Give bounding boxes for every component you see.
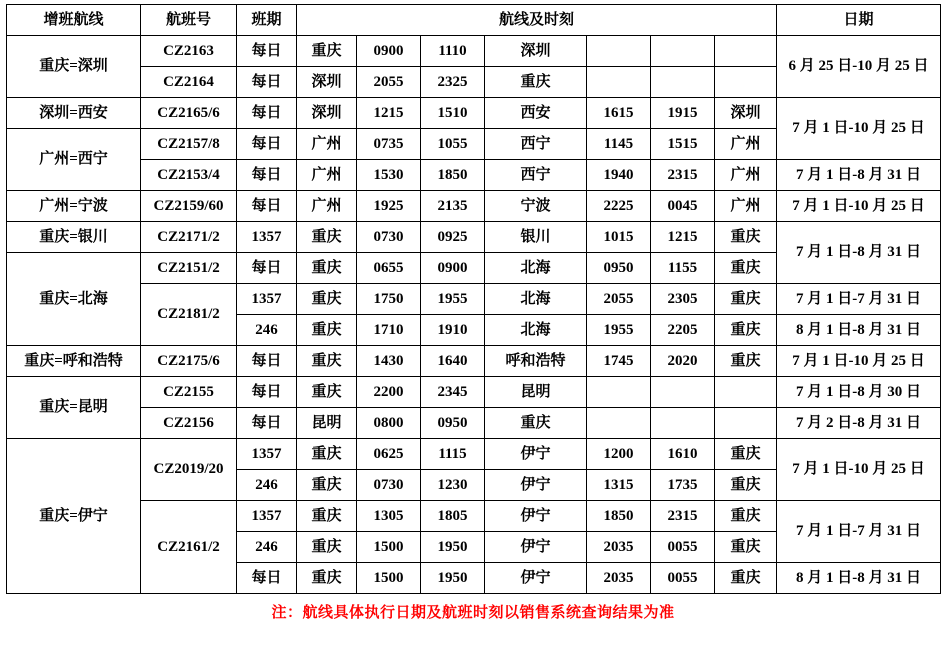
cell-frequency: 1357: [237, 501, 297, 532]
cell-seg-dep-time: 1500: [357, 563, 421, 594]
table-body: [7, 36, 941, 594]
cell-date: 7 月 2 日-8 月 31 日: [777, 408, 941, 439]
cell-frequency: 每日: [237, 408, 297, 439]
cell-seg-destination: 重庆: [715, 563, 777, 594]
cell-route: 重庆=银川: [7, 222, 141, 253]
cell-seg-destination: 广州: [715, 160, 777, 191]
cell-date: 7 月 1 日-8 月 31 日: [777, 222, 941, 284]
cell-seg2-arr-time: 1215: [651, 222, 715, 253]
cell-seg-arr-time: 0900: [421, 253, 485, 284]
cell-seg-via: 宁波: [485, 191, 587, 222]
cell-seg-dep-time: 1925: [357, 191, 421, 222]
cell-frequency: 246: [237, 470, 297, 501]
cell-seg-via: 伊宁: [485, 439, 587, 470]
cell-seg-destination: 重庆: [715, 346, 777, 377]
cell-seg2-arr-time: 1515: [651, 129, 715, 160]
cell-seg-via: 伊宁: [485, 470, 587, 501]
cell-seg-arr-time: 1950: [421, 563, 485, 594]
cell-seg2-dep-time: 1850: [587, 501, 651, 532]
cell-date: 8 月 1 日-8 月 31 日: [777, 563, 941, 594]
cell-seg-origin: 重庆: [297, 470, 357, 501]
cell-seg-arr-time: 0925: [421, 222, 485, 253]
table-row: [7, 284, 941, 315]
cell-seg-origin: 重庆: [297, 501, 357, 532]
cell-seg-dep-time: 0655: [357, 253, 421, 284]
cell-seg-arr-time: 0950: [421, 408, 485, 439]
cell-seg-via: 伊宁: [485, 501, 587, 532]
cell-seg-via: 银川: [485, 222, 587, 253]
cell-frequency: 每日: [237, 346, 297, 377]
header-flight-no: 航班号: [141, 5, 237, 36]
cell-frequency: 每日: [237, 377, 297, 408]
cell-route: 重庆=北海: [7, 253, 141, 346]
cell-seg2-dep-time: 2055: [587, 284, 651, 315]
cell-seg-origin: 深圳: [297, 98, 357, 129]
cell-date: 7 月 1 日-10 月 25 日: [777, 191, 941, 222]
cell-frequency: 1357: [237, 284, 297, 315]
cell-seg-arr-time: 1805: [421, 501, 485, 532]
cell-seg-via: 伊宁: [485, 563, 587, 594]
cell-seg-origin: 广州: [297, 191, 357, 222]
cell-frequency: 每日: [237, 129, 297, 160]
cell-seg-via: 西宁: [485, 129, 587, 160]
cell-route: 重庆=伊宁: [7, 439, 141, 594]
cell-seg2-arr-time: [651, 408, 715, 439]
cell-route: 深圳=西安: [7, 98, 141, 129]
cell-seg2-arr-time: 0055: [651, 563, 715, 594]
cell-seg2-dep-time: 2035: [587, 532, 651, 563]
cell-flight-no: CZ2175/6: [141, 346, 237, 377]
cell-seg-arr-time: 1950: [421, 532, 485, 563]
cell-route: 广州=西宁: [7, 129, 141, 191]
table-row: [7, 408, 941, 439]
cell-seg2-dep-time: 1955: [587, 315, 651, 346]
cell-seg-origin: 重庆: [297, 315, 357, 346]
cell-date: 8 月 1 日-8 月 31 日: [777, 315, 941, 346]
cell-seg2-dep-time: 1200: [587, 439, 651, 470]
cell-seg-dep-time: 0735: [357, 129, 421, 160]
cell-flight-no: CZ2155: [141, 377, 237, 408]
cell-frequency: 每日: [237, 36, 297, 67]
cell-seg2-dep-time: 0950: [587, 253, 651, 284]
cell-seg-origin: 重庆: [297, 563, 357, 594]
cell-frequency: 每日: [237, 253, 297, 284]
header-schedule: 航线及时刻: [297, 5, 777, 36]
cell-seg-arr-time: 1110: [421, 36, 485, 67]
cell-seg-via: 深圳: [485, 36, 587, 67]
table-header: [7, 5, 941, 36]
cell-date: 7 月 1 日-7 月 31 日: [777, 284, 941, 315]
table-row: [7, 377, 941, 408]
cell-seg-origin: 广州: [297, 129, 357, 160]
cell-seg-destination: 重庆: [715, 284, 777, 315]
cell-seg2-arr-time: 0055: [651, 532, 715, 563]
cell-seg-dep-time: 2200: [357, 377, 421, 408]
header-date: 日期: [777, 5, 941, 36]
cell-seg-arr-time: 1910: [421, 315, 485, 346]
cell-seg-dep-time: 0900: [357, 36, 421, 67]
cell-seg-arr-time: 1955: [421, 284, 485, 315]
cell-seg-via: 北海: [485, 315, 587, 346]
cell-seg-destination: 广州: [715, 129, 777, 160]
cell-seg-destination: 重庆: [715, 222, 777, 253]
cell-seg2-dep-time: [587, 67, 651, 98]
cell-seg2-dep-time: [587, 377, 651, 408]
cell-frequency: 246: [237, 315, 297, 346]
cell-seg-origin: 重庆: [297, 532, 357, 563]
cell-seg-via: 西宁: [485, 160, 587, 191]
cell-flight-no: CZ2159/60: [141, 191, 237, 222]
cell-seg2-arr-time: 2020: [651, 346, 715, 377]
cell-seg-dep-time: 1710: [357, 315, 421, 346]
cell-seg-arr-time: 1055: [421, 129, 485, 160]
cell-seg-dep-time: 2055: [357, 67, 421, 98]
cell-frequency: 每日: [237, 67, 297, 98]
cell-seg-dep-time: 0730: [357, 470, 421, 501]
cell-frequency: 每日: [237, 98, 297, 129]
cell-seg-destination: 重庆: [715, 439, 777, 470]
cell-seg-origin: 重庆: [297, 439, 357, 470]
cell-seg-origin: 重庆: [297, 222, 357, 253]
cell-seg-origin: 重庆: [297, 253, 357, 284]
cell-seg-dep-time: 1750: [357, 284, 421, 315]
cell-seg2-arr-time: [651, 67, 715, 98]
cell-seg-origin: 重庆: [297, 284, 357, 315]
cell-seg2-dep-time: [587, 36, 651, 67]
cell-flight-no: CZ2019/20: [141, 439, 237, 501]
cell-seg-dep-time: 0625: [357, 439, 421, 470]
cell-frequency: 1357: [237, 222, 297, 253]
cell-seg-via: 伊宁: [485, 532, 587, 563]
cell-seg2-arr-time: 0045: [651, 191, 715, 222]
cell-seg-arr-time: 1850: [421, 160, 485, 191]
cell-date: 7 月 1 日-7 月 31 日: [777, 501, 941, 563]
cell-seg-arr-time: 1230: [421, 470, 485, 501]
cell-seg-destination: 重庆: [715, 470, 777, 501]
cell-seg-via: 西安: [485, 98, 587, 129]
cell-flight-no: CZ2163: [141, 36, 237, 67]
table-row: [7, 36, 941, 67]
table-row: [7, 191, 941, 222]
cell-seg-dep-time: 1500: [357, 532, 421, 563]
cell-seg2-dep-time: 1315: [587, 470, 651, 501]
cell-seg-dep-time: 0800: [357, 408, 421, 439]
cell-seg2-arr-time: 1155: [651, 253, 715, 284]
cell-seg2-arr-time: 2305: [651, 284, 715, 315]
cell-seg2-dep-time: 2035: [587, 563, 651, 594]
cell-seg-destination: 重庆: [715, 253, 777, 284]
cell-seg-arr-time: 1115: [421, 439, 485, 470]
cell-seg2-arr-time: 1610: [651, 439, 715, 470]
cell-seg-arr-time: 1640: [421, 346, 485, 377]
cell-date: 7 月 1 日-10 月 25 日: [777, 98, 941, 160]
cell-seg-dep-time: 0730: [357, 222, 421, 253]
cell-seg-arr-time: 2325: [421, 67, 485, 98]
cell-seg2-arr-time: 2315: [651, 501, 715, 532]
cell-flight-no: CZ2161/2: [141, 501, 237, 594]
footer-note: 注：航线具体执行日期及航班时刻以销售系统查询结果为准: [271, 605, 675, 621]
cell-frequency: 1357: [237, 439, 297, 470]
cell-frequency: 每日: [237, 563, 297, 594]
cell-flight-no: CZ2157/8: [141, 129, 237, 160]
cell-seg-via: 呼和浩特: [485, 346, 587, 377]
cell-seg2-arr-time: 2315: [651, 160, 715, 191]
cell-seg2-arr-time: 1915: [651, 98, 715, 129]
cell-seg-via: 昆明: [485, 377, 587, 408]
cell-seg-destination: 深圳: [715, 98, 777, 129]
cell-seg-destination: [715, 36, 777, 67]
cell-seg-dep-time: 1305: [357, 501, 421, 532]
table-row: [7, 98, 941, 129]
cell-route: 重庆=深圳: [7, 36, 141, 98]
cell-seg-arr-time: 2345: [421, 377, 485, 408]
cell-flight-no: CZ2153/4: [141, 160, 237, 191]
cell-seg2-dep-time: 1745: [587, 346, 651, 377]
table-row: [7, 346, 941, 377]
cell-flight-no: CZ2165/6: [141, 98, 237, 129]
table-row: [7, 160, 941, 191]
cell-route: 重庆=呼和浩特: [7, 346, 141, 377]
table-row: [7, 222, 941, 253]
cell-seg-destination: 重庆: [715, 501, 777, 532]
cell-seg-dep-time: 1215: [357, 98, 421, 129]
cell-date: 7 月 1 日-8 月 30 日: [777, 377, 941, 408]
cell-flight-no: CZ2171/2: [141, 222, 237, 253]
cell-seg2-dep-time: 2225: [587, 191, 651, 222]
cell-seg-origin: 重庆: [297, 346, 357, 377]
cell-seg2-arr-time: 2205: [651, 315, 715, 346]
cell-flight-no: CZ2181/2: [141, 284, 237, 346]
cell-seg-destination: [715, 408, 777, 439]
cell-seg-via: 重庆: [485, 67, 587, 98]
cell-seg-dep-time: 1530: [357, 160, 421, 191]
cell-date: 6 月 25 日-10 月 25 日: [777, 36, 941, 98]
cell-frequency: 每日: [237, 160, 297, 191]
cell-date: 7 月 1 日-8 月 31 日: [777, 160, 941, 191]
cell-seg-origin: 昆明: [297, 408, 357, 439]
cell-seg2-arr-time: [651, 377, 715, 408]
cell-seg-origin: 重庆: [297, 377, 357, 408]
cell-seg2-dep-time: 1145: [587, 129, 651, 160]
cell-frequency: 每日: [237, 191, 297, 222]
cell-seg-destination: 重庆: [715, 532, 777, 563]
cell-flight-no: CZ2156: [141, 408, 237, 439]
flight-schedule-table: [6, 4, 941, 594]
cell-seg-via: 北海: [485, 284, 587, 315]
cell-flight-no: CZ2164: [141, 67, 237, 98]
cell-date: 7 月 1 日-10 月 25 日: [777, 439, 941, 501]
cell-seg2-arr-time: 1735: [651, 470, 715, 501]
cell-seg-via: 重庆: [485, 408, 587, 439]
cell-seg-origin: 深圳: [297, 67, 357, 98]
cell-seg-dep-time: 1430: [357, 346, 421, 377]
cell-seg-destination: [715, 377, 777, 408]
cell-flight-no: CZ2151/2: [141, 253, 237, 284]
cell-seg-destination: 广州: [715, 191, 777, 222]
cell-route: 重庆=昆明: [7, 377, 141, 439]
cell-seg-destination: 重庆: [715, 315, 777, 346]
cell-seg2-dep-time: 1015: [587, 222, 651, 253]
cell-seg2-dep-time: 1615: [587, 98, 651, 129]
cell-seg-arr-time: 1510: [421, 98, 485, 129]
cell-seg-via: 北海: [485, 253, 587, 284]
header-frequency: 班期: [237, 5, 297, 36]
table-row: [7, 501, 941, 532]
cell-seg2-dep-time: 1940: [587, 160, 651, 191]
cell-seg-destination: [715, 67, 777, 98]
table-row: [7, 439, 941, 470]
cell-seg-origin: 广州: [297, 160, 357, 191]
cell-frequency: 246: [237, 532, 297, 563]
table-header-row: [7, 5, 941, 36]
cell-seg2-arr-time: [651, 36, 715, 67]
cell-seg-origin: 重庆: [297, 36, 357, 67]
cell-seg2-dep-time: [587, 408, 651, 439]
cell-seg-arr-time: 2135: [421, 191, 485, 222]
cell-route: 广州=宁波: [7, 191, 141, 222]
header-route: 增班航线: [7, 5, 141, 36]
cell-date: 7 月 1 日-10 月 25 日: [777, 346, 941, 377]
